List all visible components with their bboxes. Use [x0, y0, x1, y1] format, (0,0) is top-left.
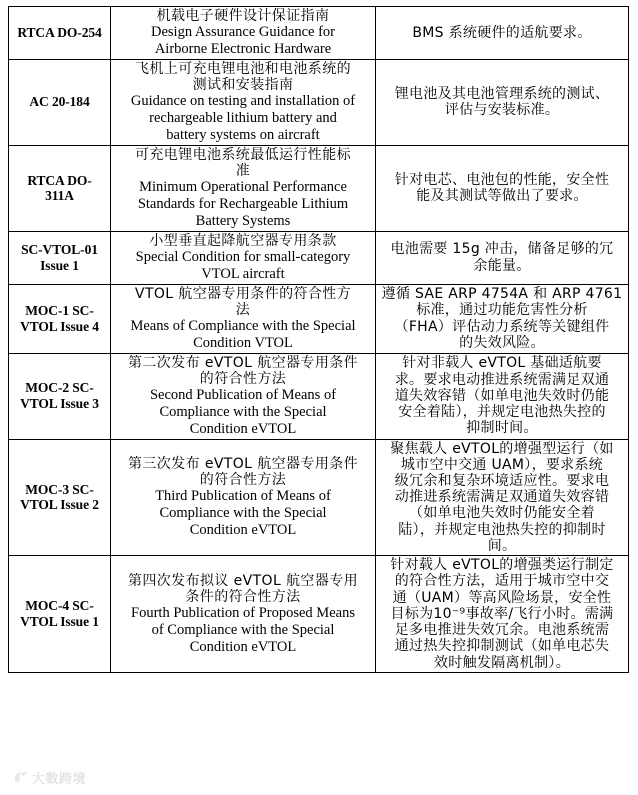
- title-zh-line: 小型垂直起降航空器专用条款: [149, 232, 337, 249]
- title-zh-line: 法: [235, 301, 251, 318]
- description-line: 抑制时间。: [466, 420, 538, 437]
- watermark-logo-icon: [12, 769, 29, 786]
- description-line: 针对载人 eVTOL的增强类运行制定: [390, 557, 614, 574]
- title-en-line: of Compliance with the Special: [151, 621, 335, 638]
- description-line: 针对电芯、电池包的性能，安全性: [394, 171, 610, 188]
- title-en-line: Condition eVTOL: [189, 521, 297, 538]
- table-row: [9, 145, 629, 231]
- cell-standard-id: [9, 353, 111, 439]
- cell-title: [111, 59, 376, 145]
- standard-id-text: MOC-2 SC-VTOL Issue 3: [20, 380, 99, 412]
- description-line: 足多电推进失效冗余。电池系统需: [394, 622, 610, 639]
- watermark-text: 大数跨境: [32, 771, 87, 787]
- title-en-line: Special Condition for small-category: [135, 248, 351, 265]
- description-line: 目标为10⁻⁹事故率/飞行小时。需满: [390, 605, 614, 622]
- description-line: 陆），并规定电池热失控的抑制时: [398, 521, 606, 538]
- table-row: [9, 284, 629, 353]
- standard-id-text: SC-VTOL-01 Issue 1: [21, 241, 98, 273]
- description-line: 余能量。: [473, 257, 531, 274]
- description-line: 道失效容错（如单电池失效时仍能: [394, 387, 610, 404]
- title-en-line: Fourth Publication of Proposed Means: [131, 605, 355, 621]
- table-row: [9, 439, 629, 556]
- title-en-line: Minimum Operational Performance: [139, 179, 347, 196]
- title-en-line: Condition VTOL: [193, 334, 293, 351]
- description-line: 求。要求电动推进系统需满足双通: [394, 371, 610, 388]
- standard-id-text: RTCA DO-254: [17, 25, 102, 41]
- title-en-line: Standards for Rechargeable Lithium: [137, 196, 349, 213]
- title-en-line: Battery Systems: [195, 212, 291, 229]
- title-en-line: Third Publication of Means of: [155, 488, 331, 505]
- cell-description: [376, 231, 629, 284]
- table-row: [9, 556, 629, 673]
- cell-description: [376, 59, 629, 145]
- description-line: 的失效风险。: [459, 334, 545, 351]
- cell-standard-id: [9, 59, 111, 145]
- standard-id-text: MOC-4 SC-VTOL Issue 1: [20, 598, 99, 629]
- description-line: （FHA）评估动力系统等关键组件: [394, 318, 610, 335]
- standards-table: [8, 6, 629, 673]
- title-en-line: Second Publication of Means of: [149, 387, 337, 404]
- title-zh-line: 第三次发布 eVTOL 航空器专用条件: [127, 455, 359, 472]
- cell-title: [111, 7, 376, 60]
- description-line: 能及其测试等做出了要求。: [416, 188, 588, 205]
- cell-title: [111, 556, 376, 673]
- description-line: 安全着陆），并规定电池热失控的: [398, 404, 606, 421]
- description-line: BMS 系统硬件的适航要求。: [412, 24, 592, 41]
- title-en-line: VTOL aircraft: [201, 265, 285, 282]
- title-en-line: Condition eVTOL: [189, 638, 297, 655]
- description-line: 级冗余和复杂环境适应性。要求电: [394, 473, 610, 489]
- description-line: 遵循 SAE ARP 4754A 和 ARP 4761: [381, 286, 623, 303]
- cell-description: [376, 439, 629, 556]
- description-line: 动推进系统需满足双通道失效容错: [394, 489, 610, 506]
- title-en-line: Compliance with the Special: [159, 403, 327, 420]
- cell-title: [111, 284, 376, 353]
- cell-standard-id: [9, 7, 111, 60]
- cell-standard-id: [9, 284, 111, 353]
- description-line: 针对非载人 eVTOL 基础适航要: [402, 355, 602, 372]
- title-en-line: rechargeable lithium battery and: [149, 110, 337, 127]
- cell-standard-id: [9, 231, 111, 284]
- description-line: 通（UAM）等高风险场景，安全性: [392, 589, 612, 606]
- cell-standard-id: [9, 439, 111, 556]
- cell-description: [376, 7, 629, 60]
- table-body: [9, 7, 629, 673]
- standard-id-text: MOC-3 SC-VTOL Issue 2: [20, 481, 99, 513]
- title-en-line: Design Assurance Guidance for: [150, 24, 335, 41]
- description-line: 城市空中交通 UAM），要求系统: [400, 456, 604, 473]
- cell-standard-id: [9, 145, 111, 231]
- title-en-line: Condition eVTOL: [189, 420, 297, 437]
- description-line: 评估与安装标准。: [444, 102, 560, 119]
- table-row: [9, 59, 629, 145]
- title-en-line: battery systems on aircraft: [166, 126, 320, 143]
- description-line: 通过热失控抑制测试（如单电芯失: [394, 638, 610, 655]
- cell-title: [111, 439, 376, 556]
- title-zh-line: 可充电锂电池系统最低运行性能标: [135, 146, 351, 163]
- cell-description: [376, 145, 629, 231]
- title-zh-line: 机载电子硬件设计保证指南: [156, 8, 330, 24]
- description-line: （如单电池失效时仍能安全着: [409, 505, 595, 522]
- description-line: 效时触发隔离机制）。: [434, 654, 570, 671]
- standard-id-text: AC 20-184: [29, 94, 90, 110]
- title-zh-line: 准: [235, 163, 251, 179]
- title-zh-line: 第四次发布拟议 eVTOL 航空器专用: [127, 572, 359, 589]
- description-line: 标准，通过功能危害性分析: [416, 302, 588, 319]
- title-en-line: Guidance on testing and installation of: [130, 93, 356, 110]
- table-row: [9, 353, 629, 439]
- standard-id-text: RTCA DO-311A: [27, 172, 92, 204]
- title-zh-line: 飞机上可充电锂电池和电池系统的: [135, 60, 351, 77]
- title-en-line: Means of Compliance with the Special: [130, 318, 356, 334]
- title-zh-line: 的符合性方法: [199, 370, 287, 387]
- title-zh-line: 测试和安装指南: [192, 77, 294, 94]
- description-line: 电池需要 15g 冲击，储备足够的冗: [390, 241, 614, 258]
- table-row: [9, 7, 629, 60]
- cell-title: [111, 145, 376, 231]
- title-en-line: Airborne Electronic Hardware: [154, 41, 332, 58]
- watermark: [12, 766, 108, 788]
- cell-description: [376, 284, 629, 353]
- description-line: 锂电池及其电池管理系统的测试、: [394, 86, 610, 103]
- title-zh-line: VTOL 航空器专用条件的符合性方: [134, 285, 352, 302]
- cell-title: [111, 353, 376, 439]
- standard-id-text: MOC-1 SC-VTOL Issue 4: [20, 302, 99, 334]
- cell-description: [376, 353, 629, 439]
- table-row: [9, 231, 629, 284]
- cell-standard-id: [9, 556, 111, 673]
- cell-description: [376, 556, 629, 673]
- title-en-line: Compliance with the Special: [159, 505, 327, 522]
- description-line: 间。: [487, 537, 517, 554]
- cell-title: [111, 231, 376, 284]
- title-zh-line: 条件的符合性方法: [185, 588, 301, 605]
- title-zh-line: 第二次发布 eVTOL 航空器专用条件: [127, 354, 359, 371]
- description-line: 的符合性方法，适用于城市空中交: [394, 573, 610, 590]
- description-line: 聚焦载人 eVTOL的增强型运行（如: [390, 440, 614, 457]
- title-zh-line: 的符合性方法: [199, 472, 287, 489]
